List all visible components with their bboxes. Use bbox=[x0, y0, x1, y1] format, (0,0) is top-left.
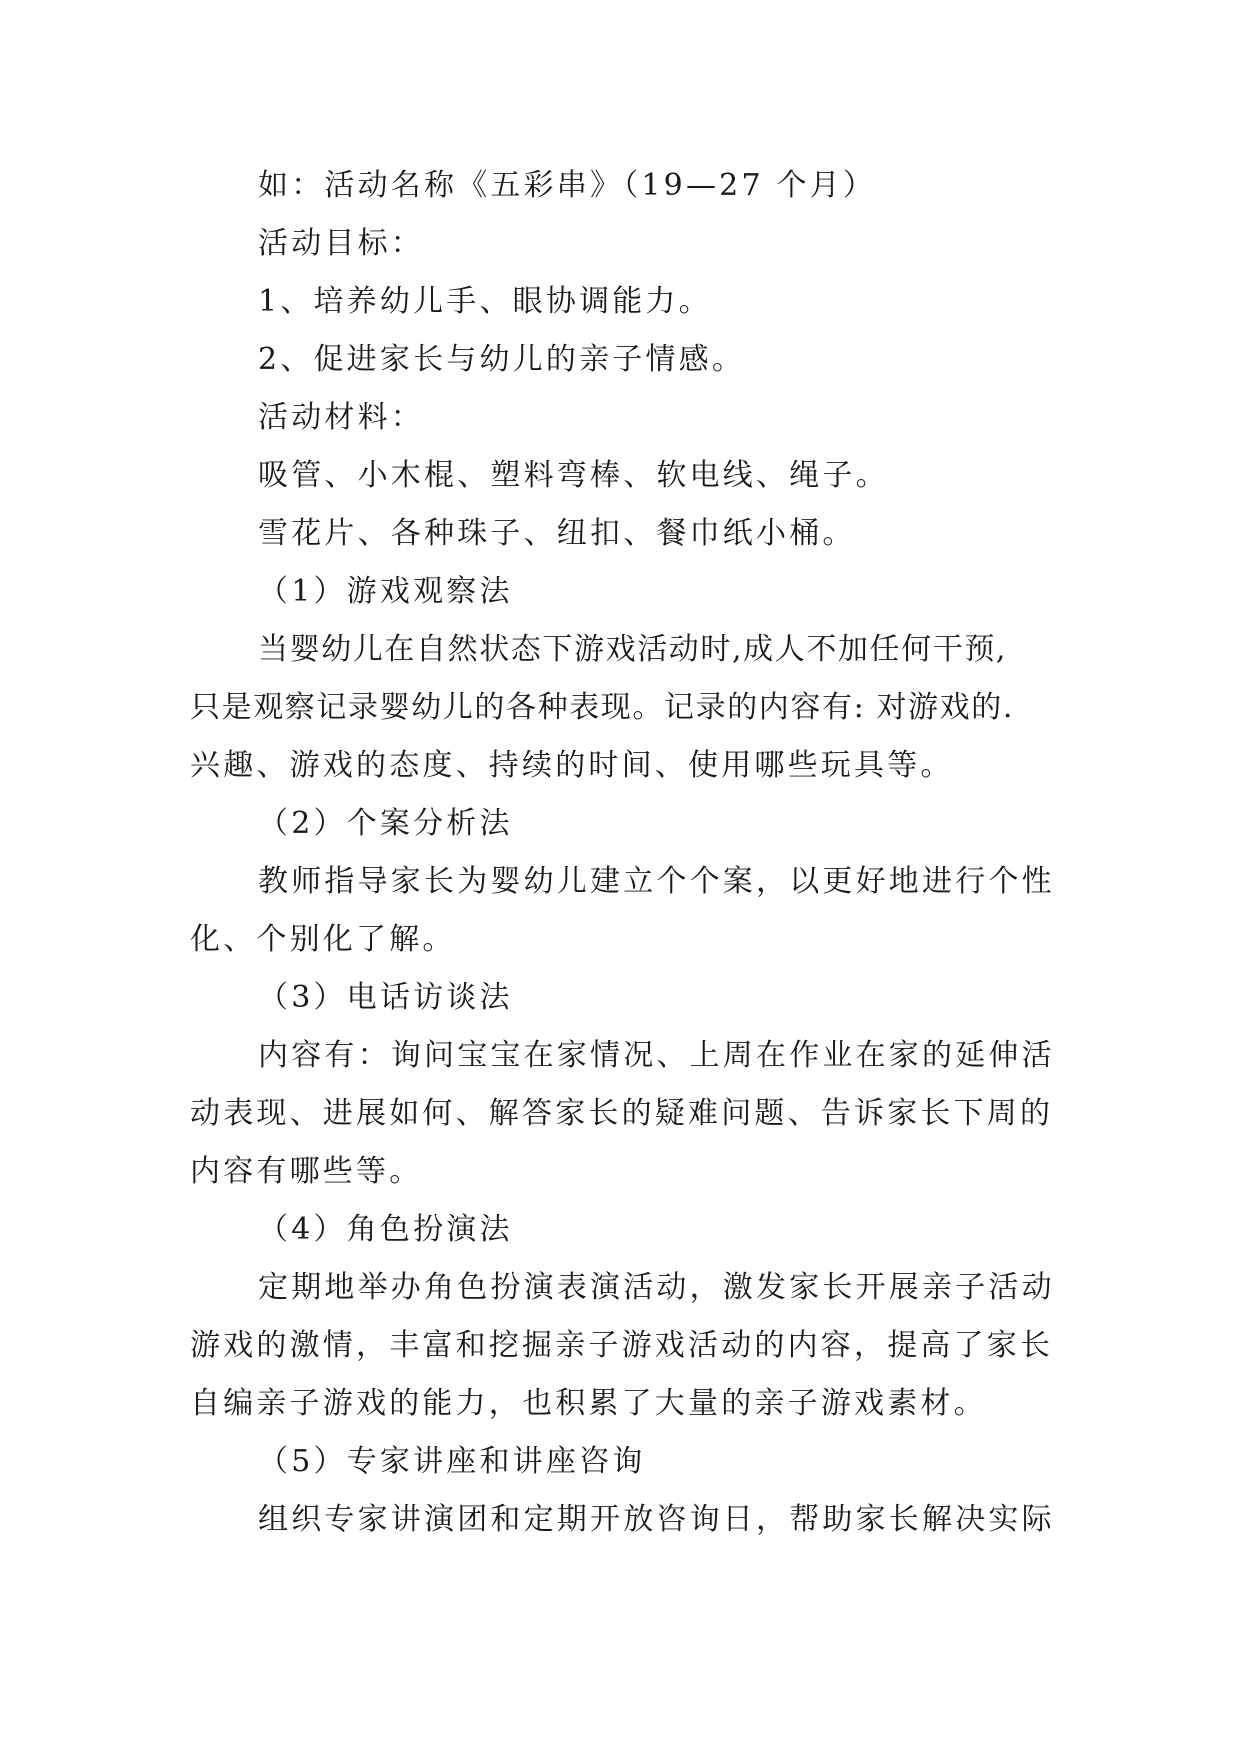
materials-line-1: 吸管、小木棍、塑料弯棒、软电线、绳子。 bbox=[258, 458, 889, 493]
paragraph-1-line-3: 兴趣、游戏的态度、持续的时间、使用哪些玩具等。 bbox=[190, 748, 954, 783]
paragraph-2-line-2: 化、个别化了解。 bbox=[190, 922, 456, 957]
example-activity-title: 如：活动名称《五彩串》（19—27 个月） bbox=[258, 168, 877, 203]
paragraph-3-line-3: 内容有哪些等。 bbox=[190, 1154, 423, 1189]
goal-item-2: 2、促进家长与幼儿的亲子情感。 bbox=[258, 342, 746, 377]
section-heading-1: （1）游戏观察法 bbox=[258, 574, 513, 609]
paragraph-1-line-1: 当婴幼儿在自然状态下游戏活动时,成人不加任何干预, bbox=[258, 632, 1008, 667]
paragraph-3-line-1: 内容有：询问宝宝在家情况、上周在作业在家的延伸活 bbox=[258, 1038, 1055, 1073]
paragraph-3-line-2: 动表现、进展如何、解答家长的疑难问题、告诉家长下周的 bbox=[190, 1096, 1054, 1131]
paragraph-4-line-2: 游戏的激情，丰富和挖掘亲子游戏活动的内容，提高了家长 bbox=[190, 1328, 1054, 1363]
section-heading-5: （5）专家讲座和讲座咨询 bbox=[258, 1444, 646, 1479]
paragraph-4-line-3: 自编亲子游戏的能力，也积累了大量的亲子游戏素材。 bbox=[190, 1386, 987, 1421]
activity-materials-heading: 活动材料： bbox=[258, 400, 424, 435]
section-heading-2: （2）个案分析法 bbox=[258, 806, 513, 841]
paragraph-4-line-1: 定期地举办角色扮演表演活动，激发家长开展亲子活动 bbox=[258, 1270, 1055, 1305]
materials-line-2: 雪花片、各种珠子、纽扣、餐巾纸小桶。 bbox=[258, 516, 856, 551]
paragraph-5-line-1: 组织专家讲演团和定期开放咨询日，帮助家长解决实际 bbox=[258, 1502, 1055, 1537]
activity-goals-heading: 活动目标： bbox=[258, 226, 424, 261]
goal-item-1: 1、培养幼儿手、眼协调能力。 bbox=[258, 284, 712, 319]
paragraph-2-line-1: 教师指导家长为婴幼儿建立个个案，以更好地进行个性 bbox=[258, 864, 1055, 899]
document-body bbox=[190, 157, 1055, 1549]
section-heading-3: （3）电话访谈法 bbox=[258, 980, 513, 1015]
paragraph-1-line-2: 只是观察记录婴幼儿的各种表现。记录的内容有: 对游戏的. bbox=[190, 690, 1014, 725]
section-heading-4: （4）角色扮演法 bbox=[258, 1212, 513, 1247]
